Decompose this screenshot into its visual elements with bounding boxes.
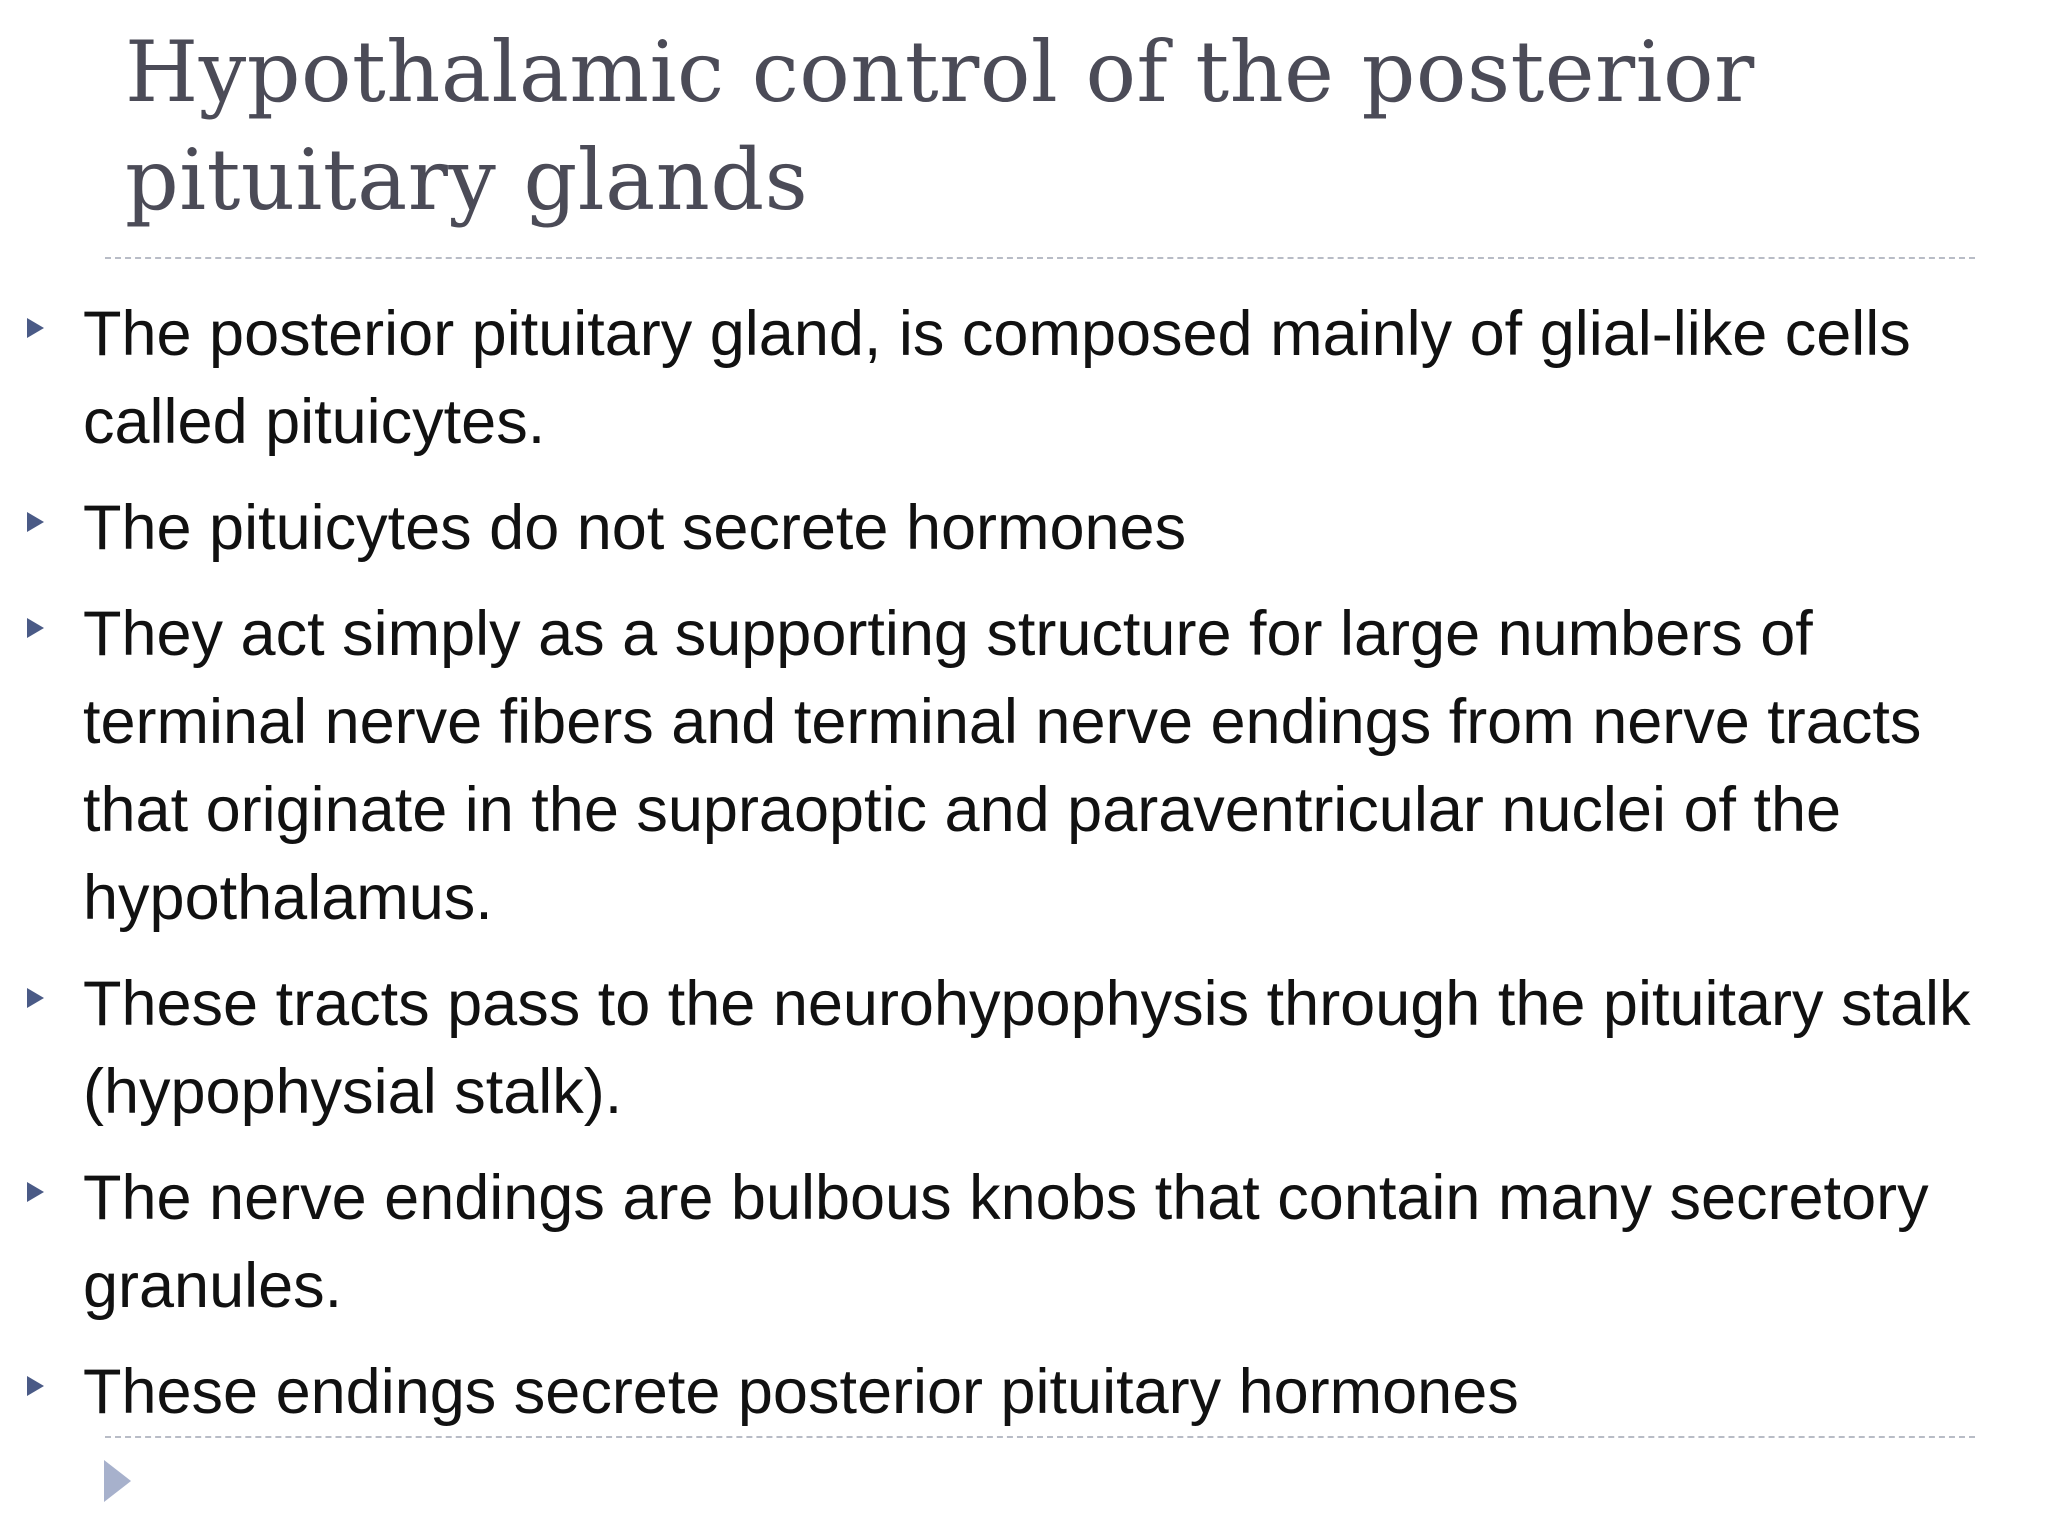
bullet-text: They act simply as a supporting structure for large numbers of terminal nerve fibers and terminal nerve endings from nerve tracts that originate in the supraoptic and paraventricular nuclei of the hypothalamus. bbox=[83, 599, 1922, 933]
bullet-triangle-icon bbox=[27, 512, 44, 532]
title-divider bbox=[105, 257, 1975, 259]
bullet-item bbox=[0, 1154, 2040, 1330]
bullet-item bbox=[0, 290, 2040, 466]
bullet-triangle-icon bbox=[27, 618, 44, 638]
bullet-item bbox=[0, 484, 2040, 572]
slide-title: Hypothalamic control of the posterior pituitary glands bbox=[125, 23, 1755, 229]
bullet-item bbox=[0, 960, 2040, 1136]
bullet-text: The posterior pituitary gland, is composed mainly of glial-like cells called pituicytes. bbox=[83, 299, 1911, 457]
bullet-list bbox=[0, 290, 2040, 1454]
bullet-text: The pituicytes do not secrete hormones bbox=[83, 493, 1187, 563]
bullet-item bbox=[0, 1348, 2040, 1436]
bullet-text: These endings secrete posterior pituitary hormones bbox=[83, 1357, 1519, 1427]
footer-divider bbox=[105, 1436, 1975, 1438]
bullet-text: The nerve endings are bulbous knobs that contain many secretory granules. bbox=[83, 1163, 1929, 1321]
bullet-item bbox=[0, 590, 2040, 942]
bullet-triangle-icon bbox=[27, 318, 44, 338]
bullet-text: These tracts pass to the neurohypophysis through the pituitary stalk (hypophysial stalk). bbox=[83, 969, 1971, 1127]
bullet-triangle-icon bbox=[27, 988, 44, 1008]
bullet-triangle-icon bbox=[27, 1376, 44, 1396]
footer-triangle-icon bbox=[104, 1460, 131, 1502]
bullet-triangle-icon bbox=[27, 1182, 44, 1202]
